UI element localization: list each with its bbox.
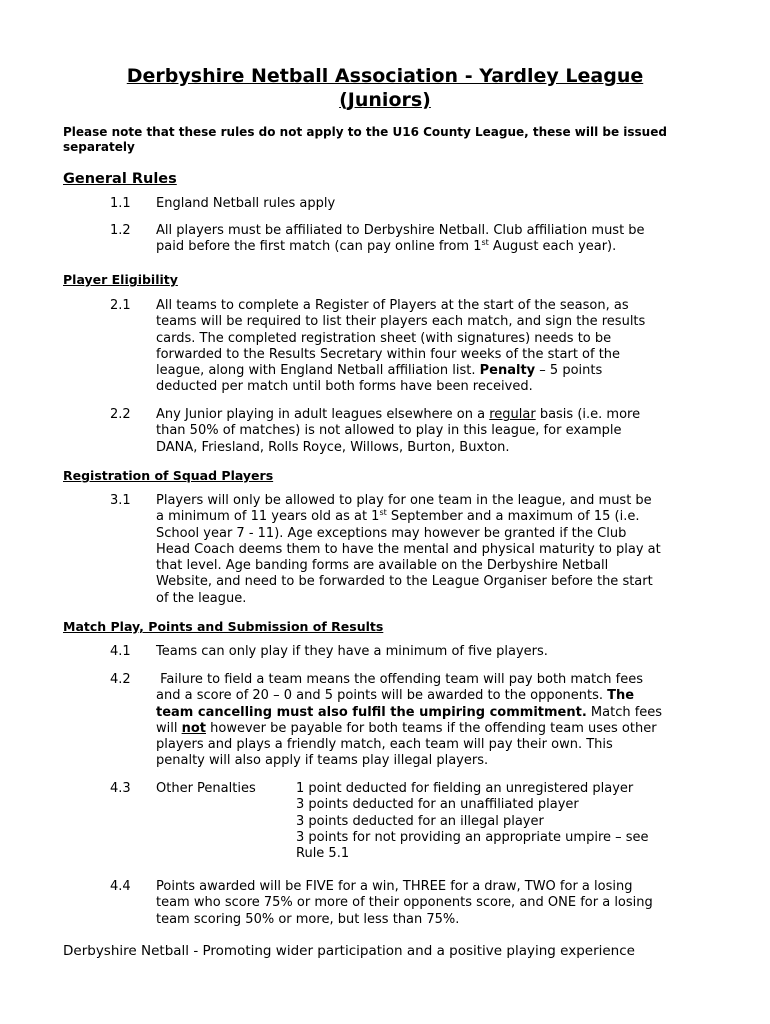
rule-text: players and plays a friendly match, each team will pay their own. This: [156, 737, 613, 753]
rule-number: 4.3: [110, 781, 131, 796]
rule-text: Players will only be allowed to play for one team in the league, and must be: [156, 493, 652, 508]
penalty-item: Rule 5.1: [296, 846, 350, 862]
penalty-item: 1 point deducted for fielding an unregistered player: [296, 781, 634, 796]
rule-number: 2.1: [110, 298, 131, 313]
rule-text: Teams can only play if they have a minimum of five players.: [156, 644, 548, 659]
rule-number: 3.1: [110, 493, 131, 508]
title-line-1: Derbyshire Netball Association - Yardley League: [126, 65, 644, 87]
rule-text: team cancelling must also fulfil the umpiring commitment. Match fees: [156, 704, 663, 720]
heading-registration: Registration of Squad Players: [63, 468, 274, 483]
rule-number: 4.4: [110, 879, 131, 894]
rule-number: 1.2: [110, 223, 131, 238]
heading-player-eligibility: Player Eligibility: [63, 272, 178, 287]
rule-text: that level. Age banding forms are available on the Derbyshire Netball: [156, 558, 609, 574]
penalty-list: [296, 781, 716, 862]
rule-text: a minimum of 11 years old as at 1st September and a maximum of 15 (i.e.: [156, 508, 640, 525]
note-line: Please note that these rules do not apply to the U16 County League, these will be issued: [63, 125, 667, 139]
page-title: [0, 64, 770, 112]
rule-text: team who score 75% or more of their opponents score, and ONE for a losing: [156, 895, 653, 911]
other-penalties-label: Other Penalties: [156, 781, 256, 796]
rule-text: league, along with England Netball affiliation list. Penalty – 5 points: [156, 363, 603, 379]
rule-text: will not however be payable for both teams if the offending team uses other: [156, 720, 657, 736]
heading-general-rules: General Rules: [63, 171, 177, 187]
note-line: separately: [63, 140, 135, 154]
rule-text: cards. The completed registration sheet (with signatures) needs to be: [156, 330, 612, 346]
rule-text: Website, and need to be forwarded to the League Organiser before the start: [156, 574, 653, 590]
penalty-item: 3 points deducted for an illegal player: [296, 813, 544, 829]
rule-text: team scoring 50% or more, but less than 75%.: [156, 911, 460, 927]
penalty-item: 3 points for not providing an appropriate umpire – see: [296, 829, 649, 845]
rule-text: All players must be affiliated to Derbyshire Netball. Club affiliation must be: [156, 223, 645, 238]
rule-text: paid before the first match (can pay online from 1st August each year).: [156, 238, 617, 255]
title-line-2: (Juniors): [339, 89, 431, 111]
rule-text: DANA, Friesland, Rolls Royce, Willows, Burton, Buxton.: [156, 439, 510, 455]
rule-text: Any Junior playing in adult leagues elsewhere on a regular basis (i.e. more: [156, 407, 641, 422]
penalty-item: 3 points deducted for an unaffiliated player: [296, 797, 579, 813]
rule-text: of the league.: [156, 590, 247, 606]
rule-text: England Netball rules apply: [156, 196, 336, 211]
footer-tagline: Derbyshire Netball - Promoting wider participation and a positive playing experience: [63, 943, 635, 959]
rule-text: Points awarded will be FIVE for a win, THREE for a draw, TWO for a losing: [156, 879, 633, 894]
heading-match-play: Match Play, Points and Submission of Results: [63, 619, 384, 634]
rule-text: All teams to complete a Register of Players at the start of the season, as: [156, 298, 629, 313]
rule-text: teams will be required to list their players each match, and sign the results: [156, 314, 646, 330]
rule-text: deducted per match until both forms have been received.: [156, 379, 533, 395]
rule-text: and a score of 20 – 0 and 5 points will be awarded to the opponents. The: [156, 688, 635, 704]
rule-number: 4.2: [110, 672, 131, 687]
rule-text: School year 7 - 11). Age exceptions may however be granted if the Club: [156, 525, 627, 541]
rule-text: Head Coach deems them to have the mental and physical maturity to play at: [156, 541, 661, 557]
rule-number: 2.2: [110, 407, 131, 422]
rule-text: forwarded to the Results Secretary within four weeks of the start of the: [156, 346, 621, 362]
rule-text: Failure to field a team means the offending team will pay both match fees: [156, 672, 643, 687]
rule-text: penalty will also apply if teams play illegal players.: [156, 753, 489, 769]
rule-text: than 50% of matches) is not allowed to play in this league, for example: [156, 423, 622, 439]
rule-number: 1.1: [110, 196, 131, 211]
rule-number: 4.1: [110, 644, 131, 659]
scope-note: [63, 125, 723, 155]
